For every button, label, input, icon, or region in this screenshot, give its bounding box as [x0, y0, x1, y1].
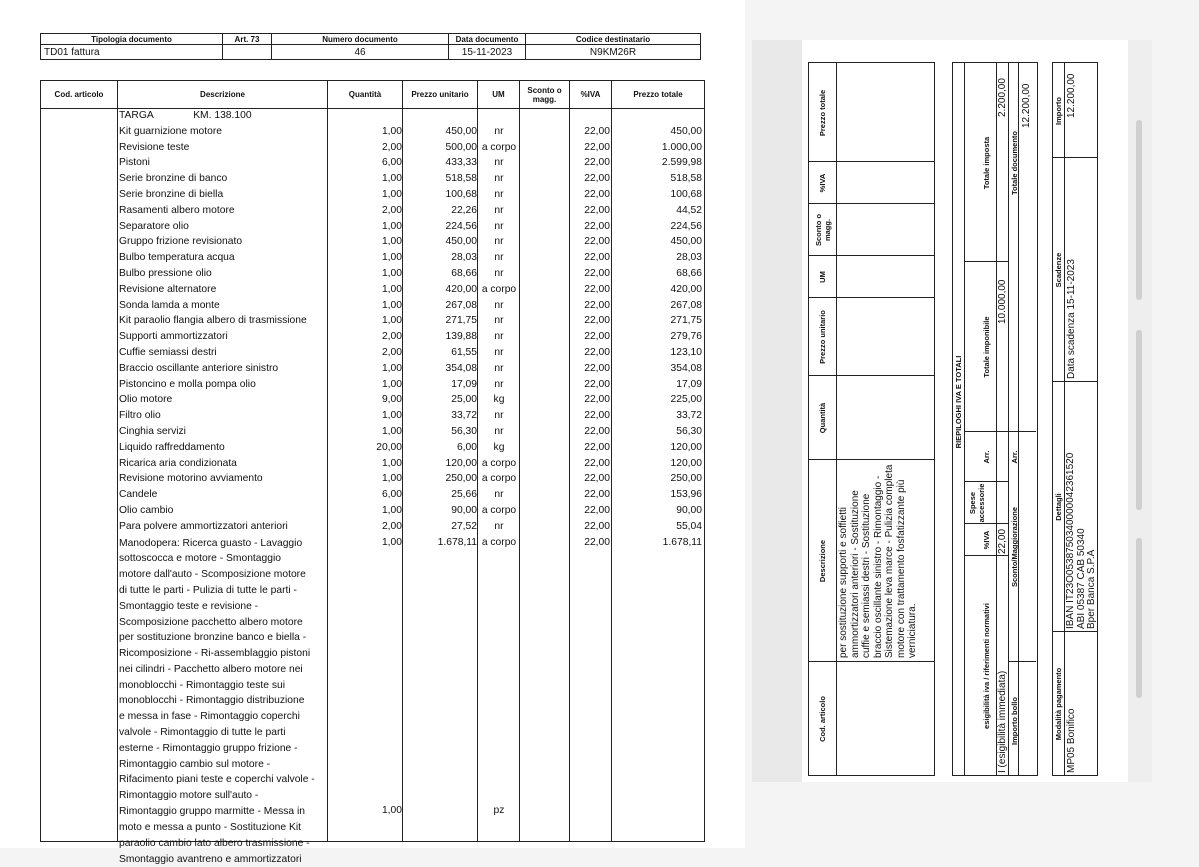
item-unit-price: 90,00 — [451, 505, 477, 516]
table-row — [41, 188, 704, 204]
item-total: 28,03 — [676, 252, 702, 263]
invoice-page-2-frame — [752, 40, 1130, 782]
item-description: Revisione teste — [119, 142, 189, 153]
manodopera-um: a corpo — [479, 537, 519, 548]
item-um: a corpo — [479, 473, 519, 484]
item-description: Separatore olio — [119, 221, 189, 232]
item-total: 90,00 — [676, 505, 702, 516]
table-row — [41, 504, 704, 520]
rimontaggio-line: Smontaggio avantreno e ammortizzatori — [119, 852, 326, 867]
p2-description-line: motore con trattamento fosfatizzante più — [896, 462, 908, 658]
item-iva: 22,00 — [584, 394, 610, 405]
label-arr-2: Arr. — [1010, 432, 1019, 482]
table-row — [41, 362, 704, 378]
manodopera-line: monoblocchi - Rimontaggio teste sui — [119, 678, 326, 694]
item-iva: 22,00 — [584, 505, 610, 516]
item-quantity: 1,00 — [382, 221, 402, 232]
rimontaggio-line: Rimontaggio gruppo marmitte - Messa in — [119, 804, 326, 820]
manodopera-line: per sostituzione bronzine banco e biella - — [119, 630, 326, 646]
document-header-table — [40, 33, 701, 60]
item-um: nr — [479, 379, 519, 390]
col-iva: %IVA — [570, 81, 611, 108]
vertical-scrollbar[interactable] — [1128, 40, 1152, 782]
item-um: nr — [479, 189, 519, 200]
table-row — [41, 220, 704, 236]
rimontaggio-um: pz — [479, 805, 519, 816]
importo-value: 12.200,00 — [1066, 74, 1077, 119]
manodopera-line: Rimontaggio cambio sul motore - — [119, 757, 326, 773]
item-iva: 22,00 — [584, 268, 610, 279]
items-table — [40, 80, 705, 842]
manodopera-line: Smontaggio teste e revisione - — [119, 599, 326, 615]
manodopera-line: Scomposizione pacchetto albero motore — [119, 615, 326, 631]
item-iva: 22,00 — [584, 142, 610, 153]
table-row-rimontaggio — [41, 804, 704, 867]
table-row — [41, 472, 704, 488]
label-importo: Importo — [1054, 64, 1063, 158]
item-um: a corpo — [479, 284, 519, 295]
item-quantity: 9,00 — [382, 394, 402, 405]
label-iva: %IVA — [982, 524, 991, 556]
rimontaggio-line: paraolio cambio lato albero trasmissione - — [119, 836, 326, 852]
manodopera-unit-price: 1.678,11 — [438, 537, 477, 548]
item-unit-price: 271,75 — [446, 315, 478, 326]
item-total: 2.599,98 — [662, 157, 702, 168]
item-total: 250,00 — [671, 473, 703, 484]
item-description: Braccio oscillante anteriore sinistro — [119, 363, 278, 374]
item-total: 55,04 — [676, 521, 702, 532]
item-quantity: 6,00 — [382, 489, 402, 500]
item-description: Liquido raffreddamento — [119, 442, 225, 453]
item-quantity: 1,00 — [382, 410, 402, 421]
item-description: Pistoni — [119, 157, 150, 168]
item-total: 271,75 — [671, 315, 703, 326]
table-row — [41, 409, 704, 425]
label-scadenze: Scadenze — [1054, 158, 1063, 382]
item-iva: 22,00 — [584, 410, 610, 421]
imposta-value: 2.200,00 — [997, 78, 1008, 117]
dettagli-value — [1066, 453, 1098, 629]
col-quantita: Quantità — [328, 81, 402, 108]
totale-documento-value: 12.200,00 — [1021, 84, 1032, 129]
col-prezzo-unitario: Prezzo unitario — [403, 81, 477, 108]
table-row — [41, 204, 704, 220]
col-sconto: Sconto o magg. — [520, 81, 569, 108]
item-description: Bulbo pressione olio — [119, 268, 212, 279]
item-iva: 22,00 — [584, 347, 610, 358]
item-total: 267,08 — [671, 300, 703, 311]
item-quantity: 1,00 — [382, 300, 402, 311]
item-total: 123,10 — [671, 347, 703, 358]
header-label-art73: Art. 73 — [223, 34, 272, 45]
p2-col-sconto: Sconto o magg. — [814, 204, 832, 256]
item-um: nr — [479, 426, 519, 437]
manodopera-quantity: 1,00 — [382, 537, 402, 548]
item-um: nr — [479, 126, 519, 137]
manodopera-line: monoblocchi - Rimontaggio distribuzione — [119, 693, 326, 709]
item-quantity: 2,00 — [382, 521, 402, 532]
item-quantity: 1,00 — [382, 363, 402, 374]
tipologia-value: TD01 fattura — [41, 45, 223, 60]
table-row — [41, 141, 704, 157]
col-um: UM — [478, 81, 519, 108]
item-quantity: 1,00 — [382, 173, 402, 184]
rimontaggio-description — [119, 804, 326, 867]
item-description: Bulbo temperatura acqua — [119, 252, 235, 263]
item-um: nr — [479, 315, 519, 326]
item-um: nr — [479, 300, 519, 311]
manodopera-line: di tutte le parti - Pulizia di tutte le parti - — [119, 583, 326, 599]
label-arr: Arr. — [982, 432, 991, 482]
item-total: 225,00 — [671, 394, 703, 405]
item-total: 100,68 — [671, 189, 703, 200]
item-quantity: 1,00 — [382, 473, 402, 484]
item-quantity: 1,00 — [382, 284, 402, 295]
item-description: Pistoncino e molla pompa olio — [119, 379, 256, 390]
table-row — [41, 520, 704, 536]
item-iva: 22,00 — [584, 300, 610, 311]
item-unit-price: 28,03 — [451, 252, 477, 263]
bank-line: Bper Banca S.P.A — [1087, 453, 1098, 629]
item-unit-price: 100,68 — [446, 189, 478, 200]
item-iva: 22,00 — [584, 489, 610, 500]
p2-col-pu: Prezzo unitario — [818, 298, 827, 376]
table-row — [41, 314, 704, 330]
item-iva: 22,00 — [584, 458, 610, 469]
item-unit-price: 22,26 — [451, 205, 477, 216]
header-label-tipologia: Tipologia documento — [41, 34, 223, 45]
item-total: 44,52 — [676, 205, 702, 216]
item-total: 354,08 — [671, 363, 703, 374]
item-unit-price: 17,09 — [451, 379, 477, 390]
item-total: 17,09 — [676, 379, 702, 390]
item-unit-price: 354,08 — [446, 363, 478, 374]
table-row — [41, 441, 704, 457]
item-unit-price: 27,52 — [451, 521, 477, 532]
rimontaggio-quantity: 1,00 — [382, 805, 402, 816]
table-row — [41, 267, 704, 283]
item-description: Serie bronzine di biella — [119, 189, 223, 200]
item-um: nr — [479, 157, 519, 168]
p2-col-cod: Cod. articolo — [818, 662, 827, 776]
item-quantity: 1,00 — [382, 126, 402, 137]
header-label-data: Data documento — [449, 34, 526, 45]
col-descrizione: Descrizione — [118, 81, 327, 108]
item-quantity: 1,00 — [382, 315, 402, 326]
items-rows — [41, 109, 704, 867]
item-iva: 22,00 — [584, 252, 610, 263]
item-unit-price: 25,66 — [451, 489, 477, 500]
item-quantity: 2,00 — [382, 142, 402, 153]
item-um: nr — [479, 347, 519, 358]
item-unit-price: 139,88 — [446, 331, 478, 342]
item-description: Olio motore — [119, 394, 172, 405]
item-quantity: 1,00 — [382, 426, 402, 437]
table-row — [41, 457, 704, 473]
item-unit-price: 450,00 — [446, 126, 478, 137]
item-um: nr — [479, 221, 519, 232]
item-iva: 22,00 — [584, 379, 610, 390]
item-total: 224,56 — [671, 221, 703, 232]
label-importo-bollo: Importo bollo — [1010, 666, 1019, 776]
item-um: a corpo — [479, 458, 519, 469]
item-unit-price: 224,56 — [446, 221, 478, 232]
item-total: 279,76 — [671, 331, 703, 342]
item-description: Candele — [119, 489, 157, 500]
label-totale-imponibile: Totale imponibile — [982, 262, 991, 432]
item-total: 120,00 — [671, 458, 703, 469]
item-quantity: 20,00 — [376, 442, 402, 453]
item-quantity: 2,00 — [382, 205, 402, 216]
imponibile-value: 10.000,00 — [997, 280, 1008, 325]
item-total: 120,00 — [671, 442, 703, 453]
item-total: 33,72 — [676, 410, 702, 421]
item-um: kg — [479, 394, 519, 405]
label-totale-documento: Totale documento — [1010, 64, 1019, 262]
manodopera-description — [119, 536, 326, 805]
col-prezzo-totale: Prezzo totale — [612, 81, 704, 108]
manodopera-line: esterne - Rimontaggio gruppo frizione - — [119, 741, 326, 757]
iban-line: IBAN IT23O0538750340000042361520 — [1066, 453, 1077, 629]
item-unit-price: 500,00 — [446, 142, 478, 153]
item-iva: 22,00 — [584, 236, 610, 247]
item-description: Kit guarnizione motore — [119, 126, 222, 137]
item-um: nr — [479, 173, 519, 184]
label-esigibilita: esigibilità iva / riferimenti normativi — [982, 556, 991, 776]
manodopera-line: nei cilindri - Pacchetto albero motore nei — [119, 662, 326, 678]
manodopera-line: Rifacimento piani teste e coperchi valvole - — [119, 772, 326, 788]
table-row — [41, 172, 704, 188]
item-unit-price: 250,00 — [446, 473, 478, 484]
item-description: Gruppo frizione revisionato — [119, 236, 242, 247]
p2-description — [838, 462, 919, 658]
item-total: 450,00 — [671, 126, 703, 137]
manodopera-line: motore dall'auto - Scomposizione motore — [119, 567, 326, 583]
item-total: 153,96 — [671, 489, 703, 500]
item-total: 1.000,00 — [662, 142, 702, 153]
item-unit-price: 433,33 — [446, 157, 478, 168]
header-label-numero: Numero documento — [272, 34, 449, 45]
item-iva: 22,00 — [584, 442, 610, 453]
item-description: Supporti ammortizzatori — [119, 331, 228, 342]
item-unit-price: 450,00 — [446, 236, 478, 247]
table-row — [41, 330, 704, 346]
p2-col-iva: %IVA — [818, 162, 827, 204]
table-row — [41, 378, 704, 394]
p2-col-um: UM — [818, 256, 827, 298]
p2-description-line: ammortizzatori anteriori - Sostituzione — [850, 462, 862, 658]
item-iva: 22,00 — [584, 173, 610, 184]
item-total: 420,00 — [671, 284, 703, 295]
table-row — [41, 251, 704, 267]
table-row — [41, 393, 704, 409]
label-spese: Spese accessorie — [968, 482, 986, 524]
item-iva: 22,00 — [584, 363, 610, 374]
item-iva: 22,00 — [584, 189, 610, 200]
art73-value — [223, 45, 272, 60]
table-row — [41, 425, 704, 441]
label-dettagli: Dettagli — [1054, 382, 1063, 632]
scroll-thumb-bottom[interactable] — [1136, 538, 1142, 698]
item-unit-price: 420,00 — [446, 284, 478, 295]
item-total: 68,66 — [676, 268, 702, 279]
table-row — [41, 488, 704, 504]
item-um: a corpo — [479, 505, 519, 516]
item-iva: 22,00 — [584, 521, 610, 532]
item-um: nr — [479, 331, 519, 342]
manodopera-line: e messa in fase - Rimontaggio coperchi — [119, 709, 326, 725]
manodopera-total: 1.678,11 — [663, 537, 702, 548]
item-description: Revisione alternatore — [119, 284, 216, 295]
item-total: 56,30 — [676, 426, 702, 437]
item-um: nr — [479, 521, 519, 532]
item-unit-price: 267,08 — [446, 300, 478, 311]
item-um: nr — [479, 205, 519, 216]
p2-col-desc: Descrizione — [818, 460, 827, 662]
item-iva: 22,00 — [584, 315, 610, 326]
item-description: Olio cambio — [119, 505, 173, 516]
item-quantity: 6,00 — [382, 157, 402, 168]
item-description: Serie bronzine di banco — [119, 173, 227, 184]
item-quantity: 1,00 — [382, 252, 402, 263]
manodopera-line: Ricomposizione - Ri-assemblaggio pistoni — [119, 646, 326, 662]
item-unit-price: 6,00 — [457, 442, 477, 453]
p2-col-qty: Quantità — [818, 376, 827, 460]
item-iva: 22,00 — [584, 473, 610, 484]
modalita-value: MP05 Bonifico — [1066, 709, 1077, 773]
item-quantity: 2,00 — [382, 347, 402, 358]
manodopera-iva: 22,00 — [584, 537, 610, 548]
rimontaggio-line: moto e messa a punto - Sostituzione Kit — [119, 820, 326, 836]
item-description: Kit paraolio flangia albero di trasmissione — [119, 315, 307, 326]
item-um: nr — [479, 268, 519, 279]
item-quantity: 1,00 — [382, 458, 402, 469]
item-iva: 22,00 — [584, 126, 610, 137]
item-unit-price: 518,58 — [446, 173, 478, 184]
manodopera-line: Manodopera: Ricerca guasto - Lavaggio — [119, 536, 326, 552]
item-um: kg — [479, 442, 519, 453]
item-description: Cinghia servizi — [119, 426, 186, 437]
table-row — [41, 346, 704, 362]
item-um: nr — [479, 252, 519, 263]
manodopera-line: valvole - Rimontaggio di tutte le parti — [119, 725, 326, 741]
item-description: Cuffie semiassi destri — [119, 347, 217, 358]
item-quantity: 1,00 — [382, 505, 402, 516]
item-um: nr — [479, 236, 519, 247]
table-row — [41, 109, 704, 125]
data-value: 15-11-2023 — [449, 45, 526, 60]
rotated-page-content — [802, 40, 1130, 782]
item-quantity: 1,00 — [382, 268, 402, 279]
item-total: 450,00 — [671, 236, 703, 247]
items-table-header — [41, 81, 704, 109]
item-quantity: 1,00 — [382, 379, 402, 390]
col-cod-articolo: Cod. articolo — [41, 81, 117, 108]
esigibilita-value: I (esigibilità immediata) — [997, 671, 1008, 773]
riepiloghi-title: RIEPILOGHI IVA E TOTALI — [954, 302, 963, 502]
item-total: 518,58 — [671, 173, 703, 184]
item-unit-price: 56,30 — [451, 426, 477, 437]
p2-description-line: braccio oscillante sinistro - Rimontaggio - — [873, 462, 885, 658]
item-description: Filtro olio — [119, 410, 161, 421]
item-um: a corpo — [479, 142, 519, 153]
item-description: Sonda lamda a monte — [119, 300, 220, 311]
continuation-table — [808, 62, 935, 776]
item-iva: 22,00 — [584, 157, 610, 168]
item-quantity: 1,00 — [382, 236, 402, 247]
item-um: nr — [479, 489, 519, 500]
item-iva: 22,00 — [584, 426, 610, 437]
item-description: Rasamenti albero motore — [119, 205, 235, 216]
item-quantity: 2,00 — [382, 331, 402, 342]
codice-destinatario-value: N9KM26R — [526, 45, 701, 60]
item-description: Para polvere ammortizzatori anteriori — [119, 521, 288, 532]
p2-description-line: cuffie e semiassi destri - Sostituzione — [861, 462, 873, 658]
item-um: nr — [479, 410, 519, 421]
item-iva: 22,00 — [584, 331, 610, 342]
iva-value: 22,00 — [997, 529, 1008, 554]
manodopera-line: Rimontaggio motore sull'auto - — [119, 788, 326, 804]
header-label-codice: Codice destinatario — [526, 34, 701, 45]
table-row-manodopera — [41, 536, 704, 805]
p2-description-line: verniciatura. — [907, 462, 919, 658]
p2-col-pt: Prezzo totale — [818, 64, 827, 162]
item-unit-price: 25,00 — [451, 394, 477, 405]
table-row — [41, 283, 704, 299]
p2-description-line: Sistemazione leva marce - Pulizia completa — [884, 462, 896, 658]
scroll-thumb-middle[interactable] — [1136, 330, 1142, 510]
label-modalita: Modalità pagamento — [1054, 632, 1063, 776]
table-row — [41, 299, 704, 315]
item-iva: 22,00 — [584, 284, 610, 295]
p2-description-line: per sostituzione supporti e soffietti — [838, 462, 850, 658]
item-unit-price: 68,66 — [451, 268, 477, 279]
item-quantity: 1,00 — [382, 189, 402, 200]
scroll-thumb-top[interactable] — [1136, 120, 1142, 300]
table-row — [41, 156, 704, 172]
table-row — [41, 125, 704, 141]
manodopera-line: sottoscocca e motore - Smontaggio — [119, 551, 326, 567]
numero-value: 46 — [272, 45, 449, 60]
item-description: Revisione motorino avviamento — [119, 473, 263, 484]
item-um: nr — [479, 363, 519, 374]
label-sconto-maggiorazione: Sconto/Maggiorazione — [1010, 432, 1019, 662]
item-iva: 22,00 — [584, 205, 610, 216]
targa-line: TARGA KM. 138.100 — [119, 110, 252, 121]
label-totale-imposta: Totale imposta — [982, 64, 991, 262]
abi-line: ABI 05387 CAB 50340 — [1077, 453, 1088, 629]
item-unit-price: 33,72 — [451, 410, 477, 421]
item-iva: 22,00 — [584, 221, 610, 232]
table-row — [41, 235, 704, 251]
item-unit-price: 120,00 — [446, 458, 478, 469]
scadenza-value: Data scadenza 15-11-2023 — [1066, 259, 1077, 379]
item-description: Ricarica aria condizionata — [119, 458, 237, 469]
invoice-page-2 — [802, 40, 1130, 782]
item-unit-price: 61,55 — [451, 347, 477, 358]
